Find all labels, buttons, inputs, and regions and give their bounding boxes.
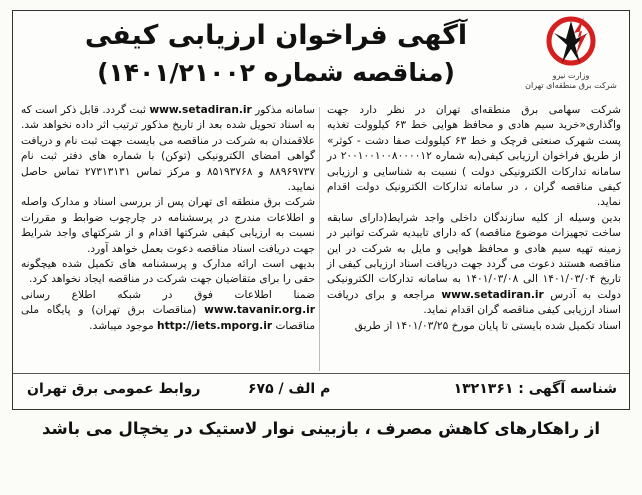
footer-divider <box>13 373 629 374</box>
invitation-paragraph <box>327 211 621 319</box>
logo-caption-ministry: وزارت نیرو <box>552 71 590 80</box>
info-text: ضمنا اطلاعات فوق در شبکه اطلاع رسانی <box>21 288 315 301</box>
iets-link[interactable]: http://iets.mporg.ir <box>157 319 273 332</box>
deadline-paragraph: اسناد تکمیل شده بایستی تا پایان مورخ ۱۴۰۱/۰۳/۲۵ از طریق <box>354 319 621 332</box>
energy-saving-banner: از راهکارهای کاهش مصرف ، بازبینی نوار لاستیک در یخچال می باشد <box>41 419 601 438</box>
ad-footer <box>13 377 629 407</box>
ad-frame <box>12 10 630 410</box>
public-relations-label: روابط عمومی برق تهران <box>27 381 201 397</box>
submission-text: سامانه مذکور <box>255 104 316 116</box>
ad-title: آگهی فراخوان ارزیابی کیفی <box>84 20 468 51</box>
power-logo-icon <box>540 15 602 71</box>
submission-text-end: ثبت گردد. قابل ذکر است که به اسناد تحویل شده بعد از تاریخ مذکور ترتیب اثر داده نخواهد شد. علاقمندان به شرکت در مناقصه می بایست جهت ثبت نام و دریافت گواهی امضای الکترونیکی (توکن) با شماره های دفتر ثبت نام ۸۸۹۶۹۷۳۷ و ۸۵۱۹۳۷۶۸ و مرکز تماس ۲۷۳۱۳۱۳۱ تماس حاصل نمایید. <box>21 104 315 194</box>
right-column <box>327 103 621 334</box>
tavanir-link[interactable]: www.tavanir.org.ir <box>204 304 315 317</box>
disclaimer-paragraph: بدیهی است ارائه مدارک و پرسشنامه های تکمیل شده هیچگونه حقی را برای متقاضیان جهت شرکت در مناقصه ایجاد نخواهد کرد. <box>21 258 315 286</box>
info-paragraph <box>21 288 315 334</box>
ma-number: م الف / ۶۷۵ <box>248 381 331 397</box>
invitation-text-end: مراجعه و برای دریافت اسناد ارزیابی کیفی مناقصه گران اقدام نماید. <box>327 288 621 317</box>
ad-header <box>13 11 629 97</box>
setadiran-link[interactable]: www.setadiran.ir <box>441 288 544 301</box>
logo-caption-company: شرکت برق منطقه‌ای تهران <box>525 81 617 90</box>
info-text-mid: (مناقصات برق تهران) و پایگاه ملی مناقصات <box>21 304 315 332</box>
setadiran-link-2[interactable]: www.setadiran.ir <box>149 104 252 116</box>
ad-id: شناسه آگهی : ۱۳۲۱۳۶۱ <box>453 381 617 397</box>
left-column <box>21 103 315 334</box>
tavanir-logo <box>521 15 621 95</box>
evaluation-paragraph: شرکت برق منطقه ای تهران پس از بررسی اسناد و مدارک واصله و اطلاعات مندرج در پرسشنامه در چارچوب ضوابط و مقررات نسبت به ارزیابی کیفی شرکتها اقدام و از شرکتهای واجد شرایط جهت دریافت اسناد مناقصه دعوت بعمل خواهد آورد. <box>21 196 315 255</box>
invitation-text: بدین وسیله از کلیه سازندگان داخلی واجد شرایط(دارای سابقه ساخت تجهیزات موضوع مناقصه) که دارای تاییدیه شرکت توانیر در زمینه تهیه سیم هادی و محافظ هوایی و مایل به شرکت در این مناقصه هستند دعوت می گردد جهت دریافت اسناد ارزیابی کیفی از تاریخ ۱۴۰۱/۰۳/۰۴ الی ۱۴۰۱/۰۳/۰۸ به سامانه تدارکات الکترونیکی دولت به آدرس <box>327 211 621 301</box>
submission-paragraph <box>21 103 315 195</box>
intro-paragraph: شرکت سهامی برق منطقه‌ای تهران در نظر دارد جهت واگذاری«خرید سیم هادی و محافظ هوایی خط ۶۳ کیلوولت تغذیه پست شهرک صنعتی قرچک و خط ۶۳ کیلوولت صفا دشت - کوثر» از طریق فراخوان ارزیابی کیفی(به شماره ۲۰۰۱۰۰۱۰۰۸۰۰۰۰۱۲ در سامانه تدارکات الکترونیکی دولت ) نسبت به شناسایی و ارزیابی کیفی مناقصه گران ، در سامانه تدارکات الکترونیک دولت اقدام نماید. <box>327 104 621 209</box>
tender-number: (مناقصه شماره ۱۴۰۱/۲۱۰۰۲) <box>97 58 455 87</box>
column-divider <box>319 107 320 371</box>
info-text-end: موجود میباشد. <box>89 319 154 332</box>
